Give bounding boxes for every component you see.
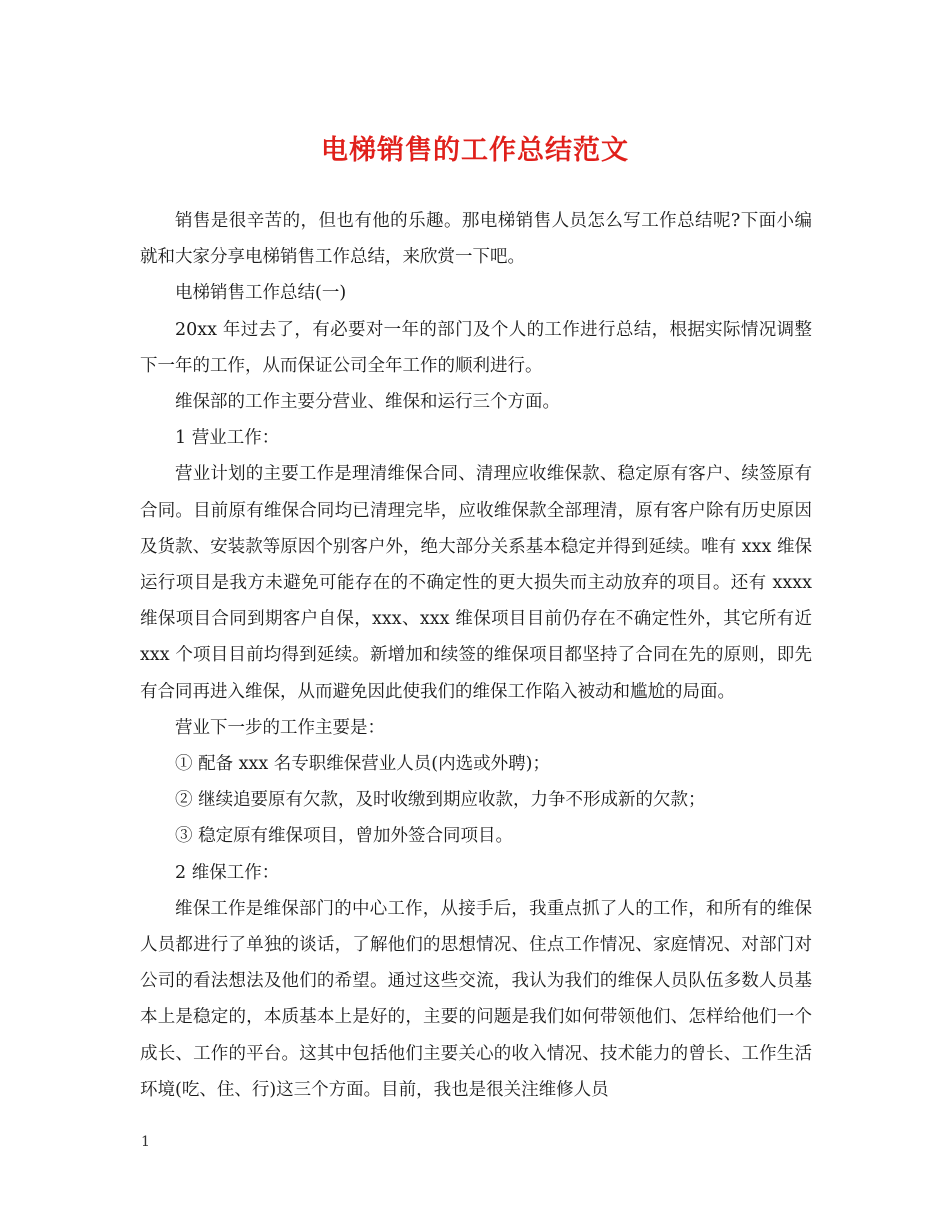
paragraph-section-heading: 电梯销售工作总结(一) [175,283,347,304]
paragraph-intro: 销售是很辛苦的，但也有他的乐趣。那电梯销售人员怎么写工作总结呢?下面小编就和大家分享电梯销售工作总结，来欣赏一下吧。 [140,211,812,268]
document-body [140,203,812,1108]
paragraph-year-summary: 20xx 年过去了，有必要对一年的部门及个人的工作进行总结，根据实际情况调整下一年的工作，从而保证公司全年工作的顺利进行。 [140,319,812,376]
paragraph-step-1: ① 配备 xxx 名专职维保营业人员(内选或外聘)； [175,754,550,775]
paragraph-step-2: ② 继续追要原有欠款，及时收缴到期应收款，力争不形成新的欠款； [175,790,706,811]
page-number: 1 [141,1134,150,1150]
paragraph-department-overview: 维保部的工作主要分营业、维保和运行三个方面。 [175,392,560,413]
paragraph-maintenance-detail: 维保工作是维保部门的中心工作，从接手后，我重点抓了人的工作，和所有的维保人员都进行了单独的谈话，了解他们的思想情况、住点工作情况、家庭情况、对部门对公司的看法想法及他们的希望。通过这些交流，我认为我们的维保人员队伍多数人员基本上是稳定的，本质基本上是好的，主要的问题是我们如何带领他们、怎样给他们一个成长、工作的平台。这其中包括他们主要关心的收入情况、技术能力的曾长、工作生活环境(吃、住、行)这三个方面。目前，我也是很关注维修人员 [140,898,812,1100]
document-title: 电梯销售的工作总结范文 [321,135,629,166]
paragraph-maintenance-heading: 2 维保工作： [175,862,280,883]
paragraph-business-detail: 营业计划的主要工作是理清维保合同、清理应收维保款、稳定原有客户、续签原有合同。目前原有维保合同均已清理完毕，应收维保款全部理清，原有客户除有历史原因及货款、安装款等原因个别客户外，绝大部分关系基本稳定并得到延续。唯有 xxx 维保运行项目是我方未避免可能存在的不确定性的更大损失而主动放弃的项目。还有 xxxx 维保项目合同到期客户自保，xxx、xxx 维保项目目前仍存在不确定性外，其它所有近 xxx 个项目目前均得到延续。新增加和续签的维保项目都坚持了合同在先的原则，即先有合同再进入维保，从而避免因此使我们的维保工作陷入被动和尴尬的局面。 [140,464,812,702]
paragraph-next-steps-heading: 营业下一步的工作主要是： [175,717,385,738]
paragraph-business-heading: 1 营业工作： [175,428,280,449]
paragraph-step-3: ③ 稳定原有维保项目，曾加外签合同项目。 [175,826,514,847]
